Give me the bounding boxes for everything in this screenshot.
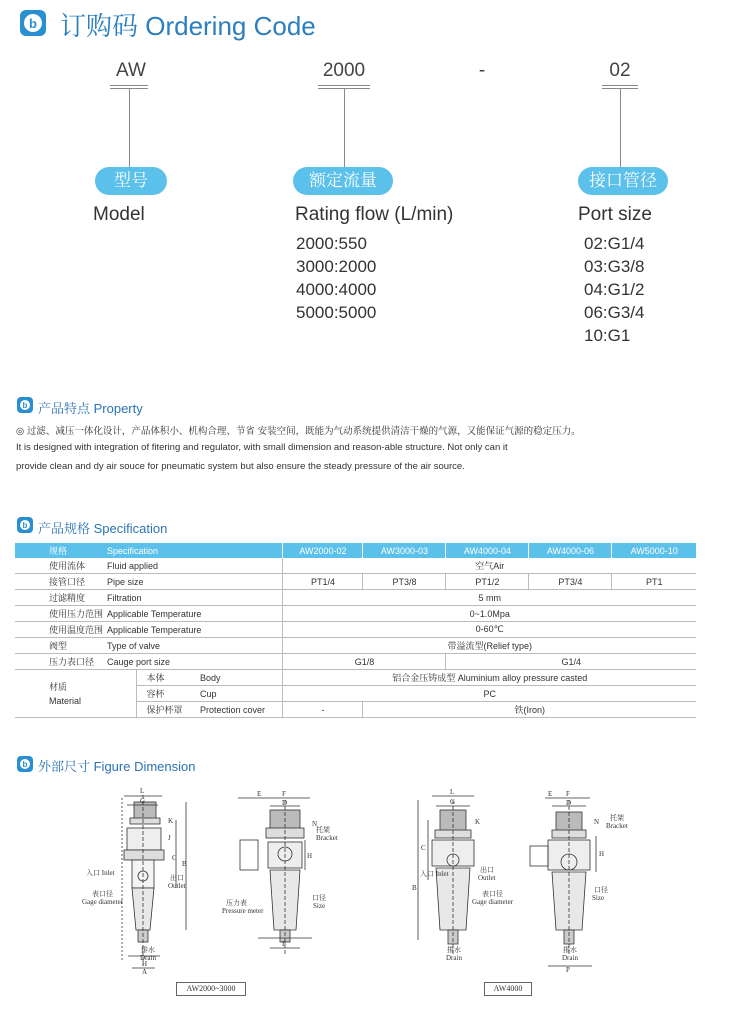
- label-bracket-cn: 托架: [316, 826, 330, 834]
- label-gage-cn: 表口径: [92, 890, 113, 898]
- figure-caption-aw4000: AW4000: [484, 982, 532, 996]
- label-drain-cn: 排水: [447, 946, 461, 954]
- caption-port: Port size: [578, 204, 652, 225]
- label-gage-en: Gage diameter: [82, 898, 124, 906]
- label-pressure-en: Pressure meter: [222, 907, 264, 915]
- flow-value: 4000:4000: [296, 280, 377, 299]
- dim-letter: N: [312, 820, 318, 828]
- label-bracket-en: Bracket: [316, 834, 338, 842]
- dimension-title: 外部尺寸 Figure Dimension: [38, 759, 196, 774]
- table-row: 接管口径 Pipe size PT1/4 PT3/8 PT1/2 PT3/4 PT1: [15, 574, 696, 590]
- page-title: 订购码 Ordering Code: [60, 11, 316, 41]
- dim-letter: G: [140, 797, 146, 805]
- table-row: 容杯 Cup PC: [15, 686, 696, 702]
- code-underline: [110, 85, 148, 86]
- dim-letter: N: [594, 818, 600, 826]
- label-drain-cn: 排水: [141, 946, 155, 954]
- label-outlet-cn: 出口: [170, 874, 184, 882]
- flow-value: 3000:2000: [296, 257, 377, 276]
- dim-letter: E: [257, 790, 262, 798]
- dim-letter: L: [450, 788, 455, 796]
- code-underline: [602, 85, 638, 86]
- label-drain-en: Drain: [446, 954, 462, 962]
- dim-letter: P: [566, 966, 570, 974]
- property-title: 产品特点 Property: [38, 401, 143, 416]
- dim-letter: B: [182, 860, 187, 868]
- specification-table: [15, 543, 696, 718]
- dimension-drawings: [0, 780, 730, 1017]
- label-outlet-en: Outlet: [478, 874, 496, 882]
- label-outlet-en: Outlet: [168, 882, 186, 890]
- connector-line: [129, 88, 130, 168]
- header-model: AW5000-10: [612, 543, 696, 558]
- label-model-cn: 型号: [95, 167, 167, 195]
- table-row: 阀型 Type of valve 带溢流型(Relief type): [15, 638, 696, 654]
- label-gage-en: Gage diameter: [472, 898, 514, 906]
- header-model: AW3000-03: [363, 543, 446, 558]
- port-value: 02:G1/4: [584, 234, 645, 253]
- caption-model: Model: [93, 204, 145, 225]
- code-model: AW: [116, 60, 146, 81]
- label-size-en: Size: [592, 894, 605, 902]
- property-text-en-1: It is designed with integration of fitering and regulator, with small dimension and reason-able structure. Not only can it: [16, 442, 508, 453]
- label-bracket-cn: 托架: [610, 814, 624, 822]
- dim-letter: P: [282, 940, 286, 948]
- dim-letter: J: [168, 834, 171, 842]
- flow-value: 5000:5000: [296, 303, 377, 322]
- table-header-row: [15, 543, 696, 558]
- code-separator: -: [478, 60, 486, 81]
- section-logo-icon: b: [17, 397, 33, 413]
- dim-letter: H: [599, 850, 605, 858]
- label-drain-en: Drain: [140, 954, 156, 962]
- caption-flow: Rating flow (L/min): [295, 204, 454, 225]
- header-model: AW2000-02: [283, 543, 363, 558]
- label-inlet: 入口 Inlet: [420, 870, 449, 878]
- flow-value: 2000:550: [296, 234, 367, 253]
- dim-letter: H: [142, 960, 148, 968]
- dim-letter: L: [140, 787, 145, 795]
- label-flow-cn: 额定流量: [293, 167, 393, 195]
- dim-letter: C: [172, 854, 177, 862]
- property-text-en-2: provide clean and dy air souce for pneumatic system but also ensure the steady pressure of the air source.: [16, 461, 465, 472]
- table-row: 保护杯罩 Protection cover - 铁(Iron): [15, 702, 696, 718]
- dim-letter: E: [548, 790, 553, 798]
- label-port-cn: 接口管径: [578, 167, 668, 195]
- dim-letter: G: [450, 798, 456, 806]
- port-value: 04:G1/2: [584, 280, 645, 299]
- connector-line: [620, 88, 621, 168]
- dim-letter: H: [307, 852, 313, 860]
- label-pressure-cn: 压力表: [226, 899, 247, 907]
- table-row: 使用流体 Fluid applied 空气Air: [15, 558, 696, 574]
- header-en: Specification: [103, 543, 283, 558]
- table-row: 使用温度范围 Applicable Temperature 0-60℃: [15, 622, 696, 638]
- header-model: AW4000-04: [446, 543, 529, 558]
- dim-letter: K: [475, 818, 481, 826]
- port-value: 06:G3/4: [584, 303, 645, 322]
- figure-caption-aw2000: AW2000~3000: [176, 982, 246, 996]
- dim-letter: F: [566, 790, 570, 798]
- dim-letter: D: [282, 799, 288, 807]
- label-outlet-cn: 出口: [480, 866, 494, 874]
- dim-letter: K: [168, 817, 174, 825]
- table-row: 过滤精度 Filtration 5 mm: [15, 590, 696, 606]
- section-logo-icon: b: [17, 517, 33, 533]
- label-size-cn: 口径: [312, 894, 326, 902]
- dim-letter: F: [282, 790, 286, 798]
- brand-logo-icon: b: [20, 10, 46, 36]
- label-drain-cn: 排水: [563, 946, 577, 954]
- header-model: AW4000-06: [529, 543, 612, 558]
- label-drain-en: Drain: [562, 954, 578, 962]
- dim-letter: B: [412, 884, 417, 892]
- label-size-en: Size: [313, 902, 326, 910]
- section-logo-icon: b: [17, 756, 33, 772]
- table-row: 使用压力范围 Applicable Temperature 0~1.0Mpa: [15, 606, 696, 622]
- dim-letter: A: [142, 968, 148, 976]
- label-size-cn: 口径: [594, 886, 608, 894]
- label-bracket-en: Bracket: [606, 822, 628, 830]
- specification-title: 产品规格 Specification: [38, 521, 168, 536]
- flow-values: [296, 232, 376, 324]
- port-value: 10:G1: [584, 326, 631, 345]
- property-text-cn: ◎ 过滤、减压一体化设计，产品体积小、机构合理、节省 安装空间，既能为气动系统提供清洁干燥的气源，又能保证气源的稳定压力。: [16, 426, 581, 437]
- label-gage-cn: 表口径: [482, 890, 503, 898]
- code-port: 02: [609, 60, 631, 81]
- label-inlet: 入口 Inlet: [86, 869, 115, 877]
- dim-letter: D: [566, 799, 572, 807]
- drawing-aw4000-side: [530, 798, 596, 966]
- port-values: [584, 232, 645, 347]
- header-cn: 规格: [15, 543, 103, 558]
- port-value: 03:G3/8: [584, 257, 645, 276]
- dim-letter: C: [421, 844, 426, 852]
- connector-line: [344, 88, 345, 168]
- table-row: 材质 Material 本体 Body 铝合金压铸成型 Aluminium alloy pressure casted: [15, 670, 696, 686]
- code-underline: [318, 85, 370, 86]
- code-flow: 2000: [322, 60, 366, 81]
- table-row: 压力表口径 Cauge port size G1/8 G1/4: [15, 654, 696, 670]
- drawing-aw2000-side: [238, 798, 312, 955]
